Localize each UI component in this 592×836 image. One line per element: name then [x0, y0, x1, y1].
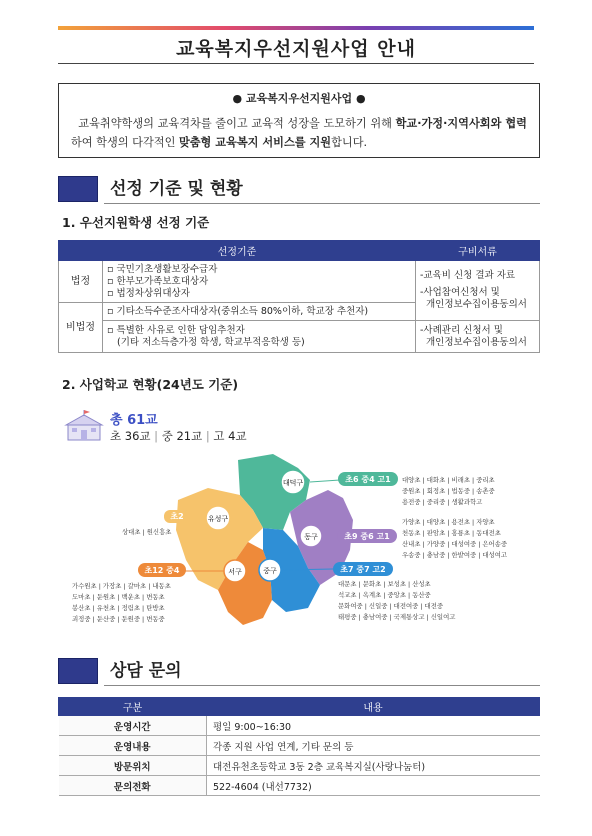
contact-value: 각종 지원 사업 연계, 기타 문의 등: [207, 736, 540, 756]
section-head-contact: [58, 658, 540, 686]
legal-item: ▫ 법정차상위대상자: [107, 287, 190, 299]
schools-seo: 봉산초 | 유천초 | 정림초 | 탄방초: [72, 604, 165, 612]
docs-cell-1: [416, 261, 540, 321]
schools-daedeok: 대양초 | 대화초 | 비래초 | 중리초: [402, 476, 495, 484]
docs-line: 개인정보수집이용동의서: [426, 299, 527, 310]
contact-key: 운영시간: [59, 716, 207, 736]
schools-dong: 천동초 | 판암초 | 홍룡초 | 동대전초: [402, 529, 501, 537]
schools-seo: 괴정중 | 둔산중 | 둔원중 | 변동중: [72, 615, 165, 623]
contact-key: 방문위치: [59, 756, 207, 776]
docs-line: 개인정보수집이용동의서: [426, 336, 527, 348]
table-row: [59, 716, 540, 736]
section-line: [104, 685, 540, 686]
label-seo: 서구: [228, 568, 242, 576]
schools-daedeok: 용전중 | 중리중 | 생활과학고: [402, 498, 483, 506]
contact-header-val: 내용: [207, 698, 540, 716]
title-underline: [58, 63, 534, 64]
schools-dong: 산내초 | 가양중 | 대성여중 | 은어송중: [402, 540, 508, 548]
district-map: [58, 450, 540, 630]
docs-line: -사업참여신청서 및: [420, 287, 500, 298]
section-title: 선정 기준 및 현황: [110, 179, 243, 199]
schools-seo: 가수원초 | 가장초 | 갈마초 | 내동초: [72, 582, 171, 590]
schools-jung: 문화여중 | 신일중 | 대전여중 | 대전중: [338, 602, 444, 610]
legal-item: ▫ 국민기초생활보장수급자: [107, 263, 218, 275]
mid-count: 중 21교: [161, 429, 203, 443]
badge-daedeok: 초6 중4 고1: [345, 475, 391, 484]
legal-criteria: [103, 261, 416, 303]
intro-bold-1: 학교·가정·지역사회와 협력: [395, 117, 527, 130]
intro-text-1: 교육취약학생의 교육격차를 줄이고 교육적 성장을 도모하기 위해: [78, 117, 396, 130]
docs-cell-2: [416, 321, 540, 353]
schools-jung: 대문초 | 문화초 | 보성초 | 산성초: [338, 580, 431, 588]
schools-yuseong: 상대초 | 원신흥초: [122, 528, 172, 536]
contact-value: 평일 9:00~16:30: [207, 716, 540, 736]
contact-header-key: 구분: [59, 698, 207, 716]
contact-value: 대전유천초등학교 3동 2층 교육복지실(사랑나눔터): [207, 756, 540, 776]
total-schools: 총 61교: [110, 413, 158, 428]
label-daedeok: 대덕구: [282, 479, 304, 487]
legal-item: ▫ 한부모가족보호대상자: [107, 275, 209, 287]
page-title: 교육복지우선지원사업 안내: [176, 38, 416, 60]
title-gradient-bar: [58, 26, 534, 30]
section-title: 상담 문의: [110, 661, 182, 681]
table-row: [59, 756, 540, 776]
contact-table: [58, 697, 540, 796]
section-marker: [58, 658, 98, 684]
intro-text-3: 합니다.: [331, 136, 368, 149]
school-icon: [64, 410, 104, 444]
badge-dong: 초9 중6 고1: [344, 532, 390, 541]
docs-line: -사례관리 신청서 및: [420, 324, 503, 336]
intro-box: [58, 83, 540, 158]
section-marker: [58, 176, 98, 202]
intro-text: [71, 114, 527, 152]
nonlegal-item: ▫ 기타소득수준조사대상자(중위소득 80%이하, 학교장 추천자): [103, 303, 416, 321]
category-nonlegal: 비법정: [59, 303, 103, 353]
table-row: [59, 736, 540, 756]
nonlegal-item-line: ▫ 특별한 사유로 인한 담임추천자: [107, 324, 245, 336]
selection-criteria-table: [58, 240, 540, 353]
intro-bold-2: 맞춤형 교육복지 서비스를 지원: [178, 136, 332, 149]
schools-jung: 태평중 | 충남여중 | 국제통상고 | 신일여고: [338, 613, 456, 621]
badge-yuseong: 초2: [170, 512, 184, 521]
badge-jung: 초7 중7 고2: [340, 565, 386, 574]
intro-heading: ● 교육복지우선지원사업 ●: [232, 92, 366, 105]
schools-dong: 우송중 | 충남중 | 한밭여중 | 대성여고: [402, 551, 508, 559]
schools-daedeok: 중원초 | 회정초 | 법동중 | 송촌중: [402, 487, 495, 495]
table-row: [59, 776, 540, 796]
table-header-docs: 구비서류: [416, 241, 540, 261]
high-count: 고 4교: [213, 429, 247, 443]
category-legal: 법정: [59, 261, 103, 303]
nonlegal-item: [103, 321, 416, 353]
contact-key: 문의전화: [59, 776, 207, 796]
schools-seo: 도마초 | 둔원초 | 백운초 | 변동초: [72, 593, 165, 601]
contact-key: 운영내용: [59, 736, 207, 756]
section-head-selection: [58, 176, 540, 204]
schools-jung: 석교초 | 옥계초 | 중앙초 | 동산중: [338, 591, 431, 599]
label-yuseong: 유성구: [207, 515, 229, 523]
schools-dong: 가양초 | 대양초 | 용전초 | 자양초: [402, 518, 495, 526]
intro-text-2: 하여 학생의 다각적인: [71, 136, 179, 149]
elem-count: 초 36교: [110, 429, 151, 443]
label-jung: 중구: [263, 567, 277, 575]
school-breakdown: 초 36교 | 중 21교 | 고 4교: [110, 429, 247, 443]
subsection-title: 1. 우선지원학생 선정 기준: [62, 215, 210, 230]
docs-line: -교육비 신청 결과 자료: [420, 270, 516, 281]
subsection-title: 2. 사업학교 현황(24년도 기준): [62, 377, 239, 392]
table-header-criteria: 선정기준: [59, 241, 416, 261]
contact-value: 522-4604 (내선7732): [207, 776, 540, 796]
label-dong: 동구: [304, 533, 318, 541]
section-line: [104, 203, 540, 204]
badge-seo: 초12 중4: [144, 566, 180, 575]
nonlegal-item-line: (기타 저소득층가정 학생, 학교부적응학생 등): [117, 336, 305, 348]
